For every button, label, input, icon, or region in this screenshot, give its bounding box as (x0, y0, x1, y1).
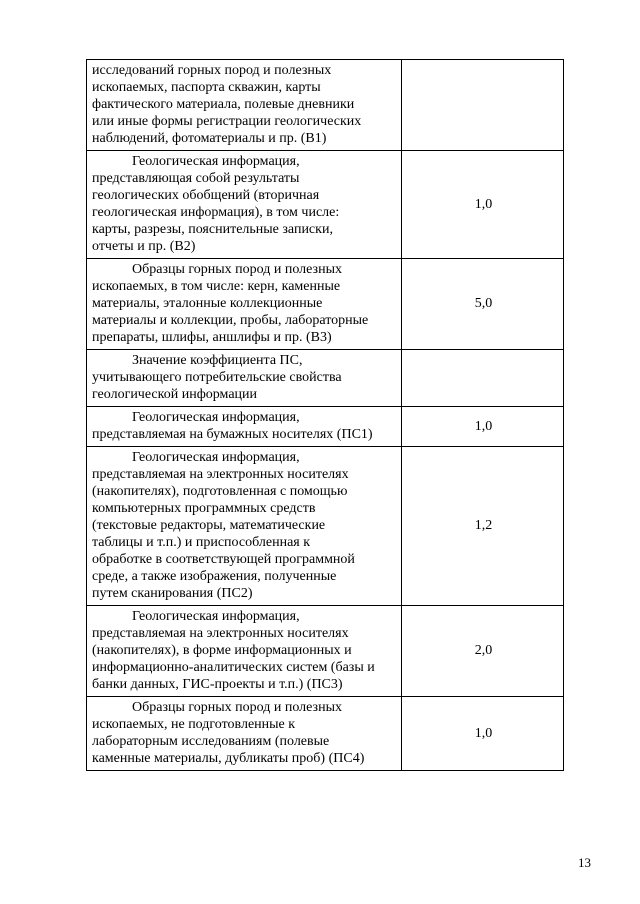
description-line: материалы, эталонные коллекционные (92, 296, 323, 311)
row-description (87, 407, 402, 447)
description-line: банки данных, ГИС-проекты и т.п.) (ПС3) (92, 677, 343, 692)
description-line: геологическая информация), в том числе: (92, 205, 340, 220)
coefficient-table (86, 59, 564, 771)
description-line: наблюдений, фотоматериалы и пр. (В1) (92, 131, 327, 146)
description-line: геологической информации (92, 387, 258, 402)
description-line: Образцы горных пород и полезных (132, 262, 342, 277)
table-row (87, 697, 564, 771)
description-line: (накопителях), в форме информационных и (92, 643, 352, 658)
description-line: представляемая на электронных носителях (92, 626, 349, 641)
row-value: 1,0 (402, 697, 564, 771)
table-row (87, 151, 564, 259)
table-row (87, 60, 564, 151)
description-line: отчеты и пр. (В2) (92, 239, 196, 254)
description-line: геологических обобщений (вторичная (92, 188, 320, 203)
description-line: представляемая на электронных носителях (92, 467, 349, 482)
page-number: 13 (578, 855, 591, 870)
description-line: ископаемых, в том числе: керн, каменные (92, 279, 341, 294)
description-line: среде, а также изображения, полученные (92, 569, 337, 584)
row-value: 2,0 (402, 606, 564, 697)
description-line: Геологическая информация, (132, 609, 300, 624)
row-description (87, 350, 402, 407)
description-line: таблицы и т.п.) и приспособленная к (92, 535, 311, 550)
description-line: препараты, шлифы, аншлифы и пр. (В3) (92, 330, 332, 345)
row-description (87, 259, 402, 350)
table-row (87, 447, 564, 606)
description-line: ископаемых, не подготовленные к (92, 717, 296, 732)
description-line: фактического материала, полевые дневники (92, 97, 355, 112)
row-description (87, 697, 402, 771)
description-line: (текстовые редакторы, математические (92, 518, 326, 533)
description-line: компьютерных программных средств (92, 501, 316, 516)
description-line: обработке в соответствующей программной (92, 552, 355, 567)
row-value (402, 350, 564, 407)
row-value (402, 60, 564, 151)
table-row (87, 350, 564, 407)
row-value: 1,0 (402, 407, 564, 447)
row-value: 5,0 (402, 259, 564, 350)
description-line: или иные формы регистрации геологических (92, 114, 362, 129)
description-line: материалы и коллекции, пробы, лабораторные (92, 313, 369, 328)
description-line: Геологическая информация, (132, 154, 300, 169)
row-description (87, 60, 402, 151)
description-line: представляемая на бумажных носителях (ПС1) (92, 427, 373, 442)
table-row (87, 606, 564, 697)
description-line: лабораторным исследованиям (полевые (92, 734, 330, 749)
description-line: карты, разрезы, пояснительные записки, (92, 222, 333, 237)
coefficient-table-body (87, 60, 564, 771)
description-line: ископаемых, паспорта скважин, карты (92, 80, 321, 95)
description-line: Геологическая информация, (132, 410, 300, 425)
row-description (87, 447, 402, 606)
description-line: Значение коэффициента ПС, (132, 353, 303, 368)
row-value: 1,0 (402, 151, 564, 259)
description-line: каменные материалы, дубликаты проб) (ПС4) (92, 751, 365, 766)
description-line: информационно-аналитических систем (базы и (92, 660, 375, 675)
description-line: путем сканирования (ПС2) (92, 586, 253, 601)
description-line: (накопителях), подготовленная с помощью (92, 484, 348, 499)
description-line: Образцы горных пород и полезных (132, 700, 342, 715)
table-row (87, 407, 564, 447)
table-row (87, 259, 564, 350)
row-description (87, 151, 402, 259)
description-line: исследований горных пород и полезных (92, 63, 332, 78)
row-value: 1,2 (402, 447, 564, 606)
description-line: представляющая собой результаты (92, 171, 300, 186)
row-description (87, 606, 402, 697)
description-line: Геологическая информация, (132, 450, 300, 465)
description-line: учитывающего потребительские свойства (92, 370, 342, 385)
